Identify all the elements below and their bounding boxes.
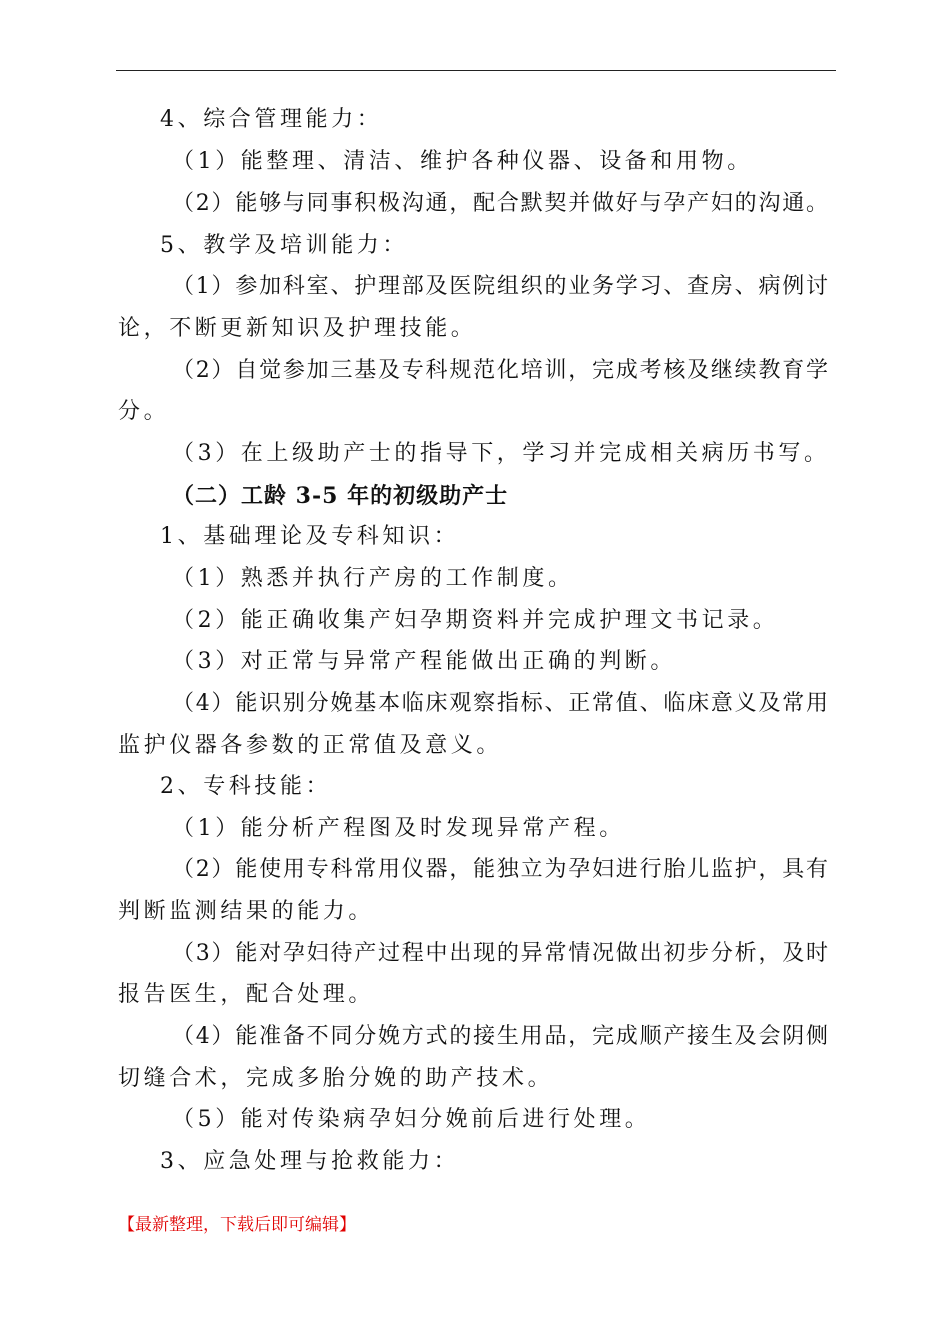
section-heading: 4、综合管理能力：: [160, 107, 383, 132]
list-item: （3）能对孕妇待产过程中出现的异常情况做出初步分析，及时: [172, 941, 830, 966]
list-item: （2）能正确收集产妇孕期资料并完成护理文书记录。: [172, 608, 779, 633]
list-item-continuation: 论，不断更新知识及护理技能。: [118, 316, 477, 341]
header-rule: [116, 70, 836, 71]
list-item: （1）参加科室、护理部及医院组织的业务学习、查房、病例讨: [172, 274, 830, 299]
section-heading: 5、教学及培训能力：: [160, 233, 408, 258]
list-item-continuation: 分。: [118, 399, 170, 424]
list-item: （3）在上级助产士的指导下，学习并完成相关病历书写。: [172, 441, 830, 466]
list-item: （5）能对传染病孕妇分娩前后进行处理。: [172, 1107, 651, 1132]
list-item: （4）能准备不同分娩方式的接生用品，完成顺产接生及会阴侧: [172, 1024, 830, 1049]
list-item-continuation: 判断监测结果的能力。: [118, 899, 375, 924]
list-item: （1）能分析产程图及时发现异常产程。: [172, 816, 625, 841]
section-heading: 2、专科技能：: [160, 774, 332, 799]
section-heading: 3、应急处理与抢救能力：: [160, 1149, 460, 1174]
list-item: （1）熟悉并执行产房的工作制度。: [172, 566, 574, 591]
list-item: （2）能使用专科常用仪器，能独立为孕妇进行胎儿监护，具有: [172, 857, 830, 882]
list-item: （2）能够与同事积极沟通，配合默契并做好与孕产妇的沟通。: [172, 191, 830, 216]
list-item-continuation: 报告医生，配合处理。: [118, 982, 375, 1007]
list-item: （4）能识别分娩基本临床观察指标、正常值、临床意义及常用: [172, 691, 830, 716]
section-heading: 1、基础理论及专科知识：: [160, 524, 460, 549]
chapter-heading: （二）工龄 3-5 年的初级助产士: [172, 483, 509, 509]
list-item: （2）自觉参加三基及专科规范化培训，完成考核及继续教育学: [172, 358, 830, 383]
list-item: （1）能整理、清洁、维护各种仪器、设备和用物。: [172, 149, 753, 174]
list-item: （3）对正常与异常产程能做出正确的判断。: [172, 649, 676, 674]
list-item-continuation: 监护仪器各参数的正常值及意义。: [118, 733, 503, 758]
list-item-continuation: 切缝合术，完成多胎分娩的助产技术。: [118, 1066, 554, 1091]
footer-note: 【最新整理，下载后即可编辑】: [118, 1215, 356, 1235]
